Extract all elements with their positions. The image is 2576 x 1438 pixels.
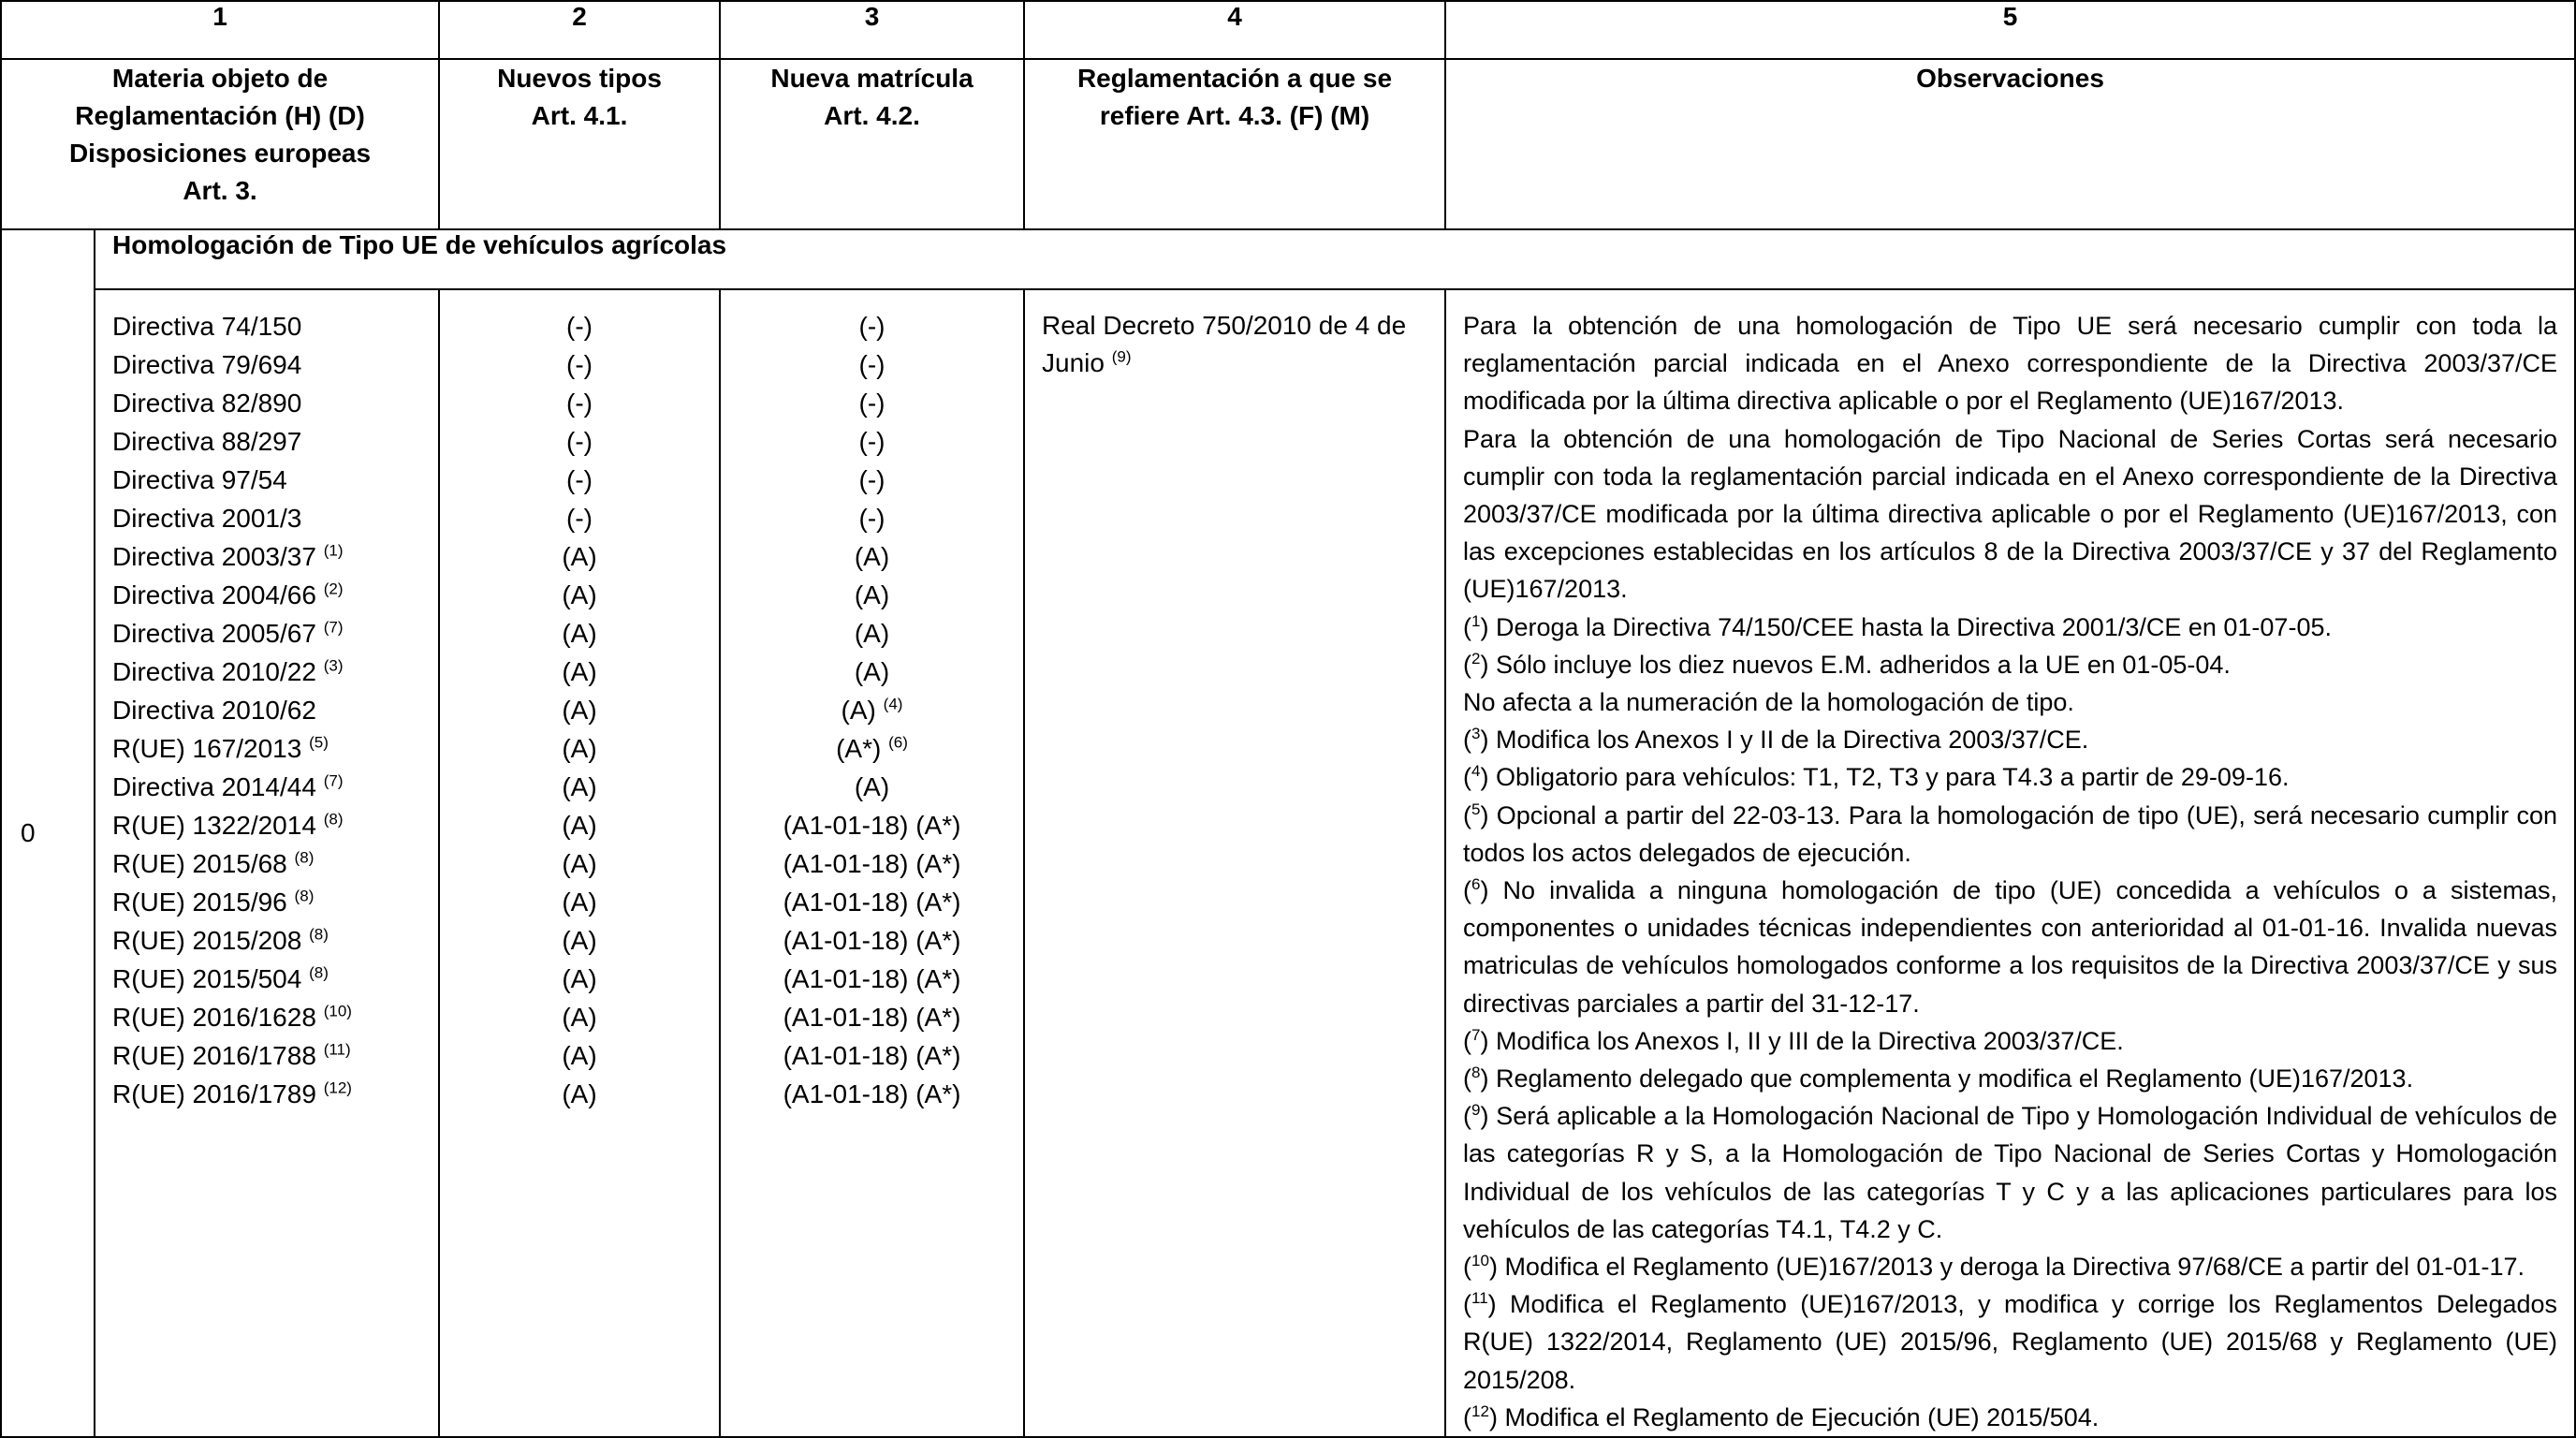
nueva-matricula-item <box>721 461 1023 499</box>
nuevos-tipos-list <box>439 289 720 1437</box>
nuevos-tipos-value: (A) <box>562 619 597 648</box>
nueva-matricula-value: (A) <box>854 657 890 686</box>
footnote-number: 7 <box>1471 1025 1481 1044</box>
footnote-number: 5 <box>1471 800 1481 818</box>
nueva-matricula-item <box>721 998 1023 1036</box>
observation-paragraph: ($^{11}$) Modifica el Reglamento (UE)167/2013, y modifica y corrige los Reglamentos Delegados R(UE) 1322/2014, Reglamento (UE) 2015/96, Reglamento (UE) 2015/68 y Reglamento (UE) 2015/208. <box>1463 1289 2558 1394</box>
nuevos-tipos-value: (A) <box>562 964 597 993</box>
footnote-number: 3 <box>1471 725 1481 743</box>
footnote-ref: (8) <box>309 925 329 944</box>
nueva-matricula-item <box>721 1075 1023 1113</box>
nueva-matricula-item <box>721 614 1023 653</box>
section-row <box>1 229 2575 289</box>
footnote-ref: (11) <box>323 1040 351 1059</box>
regulation-item <box>112 1036 438 1075</box>
nueva-matricula-value: (A) <box>841 696 876 725</box>
regulation-item <box>112 537 438 576</box>
nueva-matricula-value: (A1-01-18) (A*) <box>783 888 961 917</box>
observation-paragraph: ($^{10}$) Modifica el Reglamento (UE)167/2013 y deroga la Directiva 97/68/CE a partir del 01-01-17. <box>1463 1252 2525 1282</box>
regulation-item <box>112 806 438 844</box>
regulation-name: R(UE) 1322/2014 <box>112 811 316 840</box>
regulation-name: Directiva 74/150 <box>112 312 302 341</box>
footnote-number: 7 <box>329 771 338 790</box>
nuevos-tipos-value: (A) <box>562 926 597 955</box>
header-nuevos-tipos: Nuevos tipos Art. 4.1. <box>439 59 720 229</box>
footnote-number: 1 <box>1471 611 1481 630</box>
footnote-number: 5 <box>314 733 324 752</box>
regulation-name: R(UE) 2016/1628 <box>112 1003 316 1032</box>
observation-text: Para la obtención de una homologación de Tipo UE será necesario cumplir con toda la reglamentación parcial indicada en el Anexo correspondiente de la Directiva 2003/37/CE modificada por la última directiva aplicable o por el Reglamento (UE)167/2013. <box>1463 312 2558 416</box>
nueva-matricula-value: (-) <box>858 312 886 341</box>
observation-paragraph <box>1463 307 2557 420</box>
footnote-number: 8 <box>300 848 309 867</box>
nuevos-tipos-value: (A) <box>562 849 597 878</box>
header-nueva-matricula: Nueva matrícula Art. 4.2. <box>720 59 1024 229</box>
footnote-ref: (3) <box>323 656 344 675</box>
reglamentacion-note: 9 <box>1117 347 1126 366</box>
nuevos-tipos-value: (-) <box>566 465 593 494</box>
reglamentacion-cell: Real Decreto 750/2010 de 4 de Junio $^{(9)}$ <box>1024 289 1445 1437</box>
footnote-ref: (6) <box>888 733 908 752</box>
footnote-ref: (5) <box>309 733 329 752</box>
observation-text: Modifica los Anexos I, II y III de la Directiva 2003/37/CE. <box>1495 1026 2124 1055</box>
observation-text: Para la obtención de una homologación de Tipo Nacional de Series Cortas será necesario cumplir con toda la reglamentación parcial indicada en el Anexo correspondiente de la Directiva 2003/37/CE modificada por la última directiva aplicable o por el Reglamento (UE)167/2013, con las excepciones establecidas en los artículos 8 de la Directiva 2003/37/CE y 37 del Reglamento (UE)167/2013. <box>1463 424 2558 604</box>
nueva-matricula-item <box>721 653 1023 691</box>
footnote-ref: (8) <box>309 963 329 982</box>
regulation-item <box>112 921 438 960</box>
nuevos-tipos-value: (-) <box>566 312 593 341</box>
observation-text: No afecta a la numeración de la homologación de tipo. <box>1463 688 2074 717</box>
nueva-matricula-value: (-) <box>858 465 886 494</box>
nueva-matricula-item <box>721 422 1023 461</box>
regulation-name: Directiva 82/890 <box>112 389 302 418</box>
footnote-number: 12 <box>1471 1401 1489 1420</box>
observation-text: Deroga la Directiva 74/150/CEE hasta la Directiva 2001/3/CE en 01-07-05. <box>1495 612 2332 641</box>
footnote-number: 11 <box>1471 1289 1488 1308</box>
nuevos-tipos-value: (-) <box>566 350 593 379</box>
regulation-item <box>112 883 438 921</box>
observation-paragraph: ($^1$) Deroga la Directiva 74/150/CEE hasta la Directiva 2001/3/CE en 01-07-05. <box>1463 611 2332 641</box>
observation-text: Modifica el Reglamento (UE)167/2013 y deroga la Directiva 97/68/CE a partir del 01-01-17. <box>1504 1253 2525 1282</box>
observation-paragraph: ($^{12}$) Modifica el Reglamento de Ejecución (UE) 2015/504. <box>1463 1401 2100 1431</box>
nueva-matricula-value: (A1-01-18) (A*) <box>783 964 961 993</box>
footnote-number: 8 <box>1471 1064 1481 1082</box>
nuevos-tipos-value: (A) <box>562 772 597 801</box>
regulation-item <box>112 422 438 461</box>
content-row <box>1 289 2575 1437</box>
regulation-item <box>112 844 438 883</box>
nueva-matricula-value: (A1-01-18) (A*) <box>783 1041 961 1070</box>
regulation-item <box>112 1075 438 1113</box>
header-row <box>1 59 2575 229</box>
column-number-row <box>1 1 2575 59</box>
nueva-matricula-item <box>721 576 1023 614</box>
column-number-1: 1 <box>1 1 439 59</box>
observaciones-cell <box>1445 289 2575 1437</box>
nueva-matricula-item <box>721 768 1023 806</box>
footnote-number: 1 <box>329 541 338 560</box>
nueva-matricula-value: (-) <box>858 427 886 456</box>
regulation-name: R(UE) 2015/504 <box>112 964 302 993</box>
footnote-ref: (2) <box>323 580 344 598</box>
regulation-item <box>112 307 438 345</box>
regulation-name: Directiva 2001/3 <box>112 504 302 533</box>
footnote-number: 4 <box>888 695 898 713</box>
nueva-matricula-item <box>721 384 1023 422</box>
observation-text: Será aplicable a la Homologación Nacional de Tipo y Homologación Individual de vehículos de las categorías R y S, a la Homologación de Tipo Nacional de Series Cortas y Homologación Individual de los vehículos de las categorías T y C y a las aplicaciones particulares para los vehículos de las categorías T4.1, T4.2 y C. <box>1463 1102 2558 1243</box>
footnote-number: 4 <box>1471 762 1481 781</box>
footnote-number: 2 <box>329 580 338 598</box>
footnote-ref: (7) <box>323 618 344 637</box>
nueva-matricula-item <box>721 806 1023 844</box>
footnote-number: 8 <box>314 963 324 982</box>
regulation-name: R(UE) 2015/68 <box>112 849 287 878</box>
observation-text: Modifica el Reglamento (UE)167/2013, y modifica y corrige los Reglamentos Delegados R(UE) 1322/2014, Reglamento (UE) 2015/96, Reglamento (UE) 2015/68 y Reglamento (UE) 2015/208. <box>1463 1290 2558 1394</box>
nueva-matricula-item <box>721 921 1023 960</box>
regulation-list <box>95 289 439 1437</box>
footnote-ref: (8) <box>294 848 315 867</box>
regulation-item <box>112 998 438 1036</box>
regulation-item <box>112 653 438 691</box>
footnote-number: 10 <box>1471 1252 1489 1270</box>
observation-text: Opcional a partir del 22-03-13. Para la homologación de tipo (UE), será necesario cumplir con todos los actos delegados de ejecución. <box>1463 800 2558 867</box>
regulation-item <box>112 576 438 614</box>
nueva-matricula-item <box>721 883 1023 921</box>
observation-paragraph: ($^6$) No invalida a ninguna homologación de tipo (UE) concedida a vehículos o a sistemas, componentes o unidades técnicas independientes con anterioridad al 01-01-16. Invalida nuevas matriculas de vehículos homologados conforme a los requisitos de la Directiva 2003/37/CE y sus directivas parciales a partir del 31-12-17. <box>1463 875 2558 1018</box>
nuevos-tipos-value: (A) <box>562 1003 597 1032</box>
nueva-matricula-value: (A*) <box>836 734 882 763</box>
footnote-number: 10 <box>329 1002 347 1020</box>
nuevos-tipos-value: (-) <box>566 427 593 456</box>
regulation-name: Directiva 2005/67 <box>112 619 316 648</box>
observation-text: Reglamento delegado que complementa y modifica el Reglamento (UE)167/2013. <box>1495 1064 2414 1093</box>
nuevos-tipos-value: (A) <box>562 734 597 763</box>
nueva-matricula-value: (A) <box>854 542 890 571</box>
regulation-name: Directiva 2004/66 <box>112 580 316 609</box>
regulation-name: Directiva 2010/62 <box>112 696 316 725</box>
nueva-matricula-item <box>721 307 1023 345</box>
nuevos-tipos-value: (A) <box>562 580 597 609</box>
regulation-item <box>112 614 438 653</box>
observation-paragraph: ($^3$) Modifica los Anexos I y II de la Directiva 2003/37/CE. <box>1463 725 2089 755</box>
regulation-item <box>112 499 438 537</box>
footnote-number: 7 <box>329 618 338 637</box>
footnote-number: 2 <box>1471 649 1481 668</box>
regulation-name: Directiva 2014/44 <box>112 772 316 801</box>
footnote-number: 8 <box>300 887 309 905</box>
observation-paragraph: ($^5$) Opcional a partir del 22-03-13. Para la homologación de tipo (UE), será necesario cumplir con todos los actos delegados de ejecución. <box>1463 800 2558 867</box>
regulation-item <box>112 960 438 998</box>
regulation-item <box>112 461 438 499</box>
regulation-name: R(UE) 2015/96 <box>112 888 287 917</box>
observation-paragraph: ($^7$) Modifica los Anexos I, II y III de la Directiva 2003/37/CE. <box>1463 1025 2124 1055</box>
nueva-matricula-list <box>720 289 1024 1437</box>
nueva-matricula-value: (A) <box>854 772 890 801</box>
observation-text: No invalida a ninguna homologación de tipo (UE) concedida a vehículos o a sistemas, componentes o unidades técnicas independientes con anterioridad al 01-01-16. Invalida nuevas matriculas de vehículos homologados conforme a los requisitos de la Directiva 2003/37/CE y sus directivas parciales a partir del 31-12-17. <box>1463 876 2558 1018</box>
observation-paragraph: ($^4$) Obligatorio para vehículos: T1, T2, T3 y para T4.3 a partir de 29-09-16. <box>1463 762 2290 792</box>
regulation-name: Directiva 88/297 <box>112 427 302 456</box>
footnote-ref: (8) <box>294 887 315 905</box>
observation-paragraph <box>1463 683 2557 721</box>
header-observaciones: Observaciones <box>1445 59 2575 229</box>
footnote-number: 3 <box>329 656 338 675</box>
nueva-matricula-value: (A1-01-18) (A*) <box>783 1079 961 1108</box>
observation-text: Obligatorio para vehículos: T1, T2, T3 y para T4.3 a partir de 29-09-16. <box>1495 763 2290 792</box>
nueva-matricula-value: (A) <box>854 580 890 609</box>
regulation-item <box>112 345 438 384</box>
nuevos-tipos-value: (A) <box>562 542 597 571</box>
regulation-name: Directiva 79/694 <box>112 350 302 379</box>
observation-text: Modifica los Anexos I y II de la Directiva 2003/37/CE. <box>1495 726 2089 755</box>
footnote-number: 12 <box>329 1078 347 1097</box>
observation-paragraph: ($^8$) Reglamento delegado que complementa y modifica el Reglamento (UE)167/2013. <box>1463 1064 2414 1093</box>
nueva-matricula-value: (A) <box>854 619 890 648</box>
footnote-number: 6 <box>1471 875 1481 894</box>
footnote-ref: (12) <box>323 1078 352 1097</box>
nueva-matricula-item <box>721 960 1023 998</box>
nuevos-tipos-value: (A) <box>562 888 597 917</box>
footnote-number: 11 <box>329 1040 346 1059</box>
regulation-name: Directiva 2010/22 <box>112 657 316 686</box>
nuevos-tipos-value: (-) <box>566 389 593 418</box>
nueva-matricula-item <box>721 1036 1023 1075</box>
regulation-item <box>112 729 438 768</box>
nueva-matricula-value: (A1-01-18) (A*) <box>783 811 961 840</box>
observation-paragraph: ($^2$) Sólo incluye los diez nuevos E.M. adheridos a la UE en 01-05-04. <box>1463 649 2231 679</box>
column-number-4: 4 <box>1024 1 1445 59</box>
footnote-number: 6 <box>893 733 903 752</box>
row-number: 0 <box>1 229 95 1437</box>
nuevos-tipos-value: (-) <box>566 504 593 533</box>
nueva-matricula-value: (-) <box>858 504 886 533</box>
column-number-5: 5 <box>1445 1 2575 59</box>
regulation-name: Directiva 97/54 <box>112 465 287 494</box>
footnote-number: 8 <box>329 810 338 829</box>
observation-paragraph <box>1463 420 2557 609</box>
regulation-item <box>112 384 438 422</box>
regulation-name: R(UE) 2016/1788 <box>112 1041 316 1070</box>
nuevos-tipos-value: (A) <box>562 811 597 840</box>
footnote-ref: (1) <box>323 541 344 560</box>
footnote-ref: (10) <box>323 1002 352 1020</box>
nueva-matricula-item <box>721 844 1023 883</box>
regulation-item <box>112 691 438 729</box>
nueva-matricula-item <box>721 499 1023 537</box>
nuevos-tipos-value: (A) <box>562 1041 597 1070</box>
footnote-ref: (7) <box>323 771 344 790</box>
nueva-matricula-item <box>721 345 1023 384</box>
nueva-matricula-item <box>721 729 1023 768</box>
regulation-name: R(UE) 167/2013 <box>112 734 302 763</box>
footnote-number: 8 <box>314 925 324 944</box>
nuevos-tipos-value: (A) <box>562 696 597 725</box>
column-number-3: 3 <box>720 1 1024 59</box>
header-materia: Materia objeto de Reglamentación (H) (D) Disposiciones europeas Art. 3. <box>1 59 439 229</box>
nueva-matricula-item <box>721 691 1023 729</box>
regulation-name: R(UE) 2016/1789 <box>112 1079 316 1108</box>
section-title: Homologación de Tipo UE de vehículos agrícolas <box>95 229 2575 289</box>
nueva-matricula-value: (-) <box>858 389 886 418</box>
nueva-matricula-value: (A1-01-18) (A*) <box>783 849 961 878</box>
header-reglamentacion: Reglamentación a que se refiere Art. 4.3. (F) (M) <box>1024 59 1445 229</box>
regulation-item <box>112 768 438 806</box>
nueva-matricula-value: (-) <box>858 350 886 379</box>
nueva-matricula-value: (A1-01-18) (A*) <box>783 926 961 955</box>
nueva-matricula-item <box>721 537 1023 576</box>
observation-paragraph: ($^9$) Será aplicable a la Homologación Nacional de Tipo y Homologación Individual de vehículos de las categorías R y S, a la Homologación de Tipo Nacional de Series Cortas y Homologación Individual de los vehículos de las categorías T y C y a las aplicaciones particulares para los vehículos de las categorías T4.1, T4.2 y C. <box>1463 1101 2558 1243</box>
observation-text: Sólo incluye los diez nuevos E.M. adheridos a la UE en 01-05-04. <box>1495 650 2231 679</box>
nuevos-tipos-value: (A) <box>562 1079 597 1108</box>
regulation-name: Directiva 2003/37 <box>112 542 316 571</box>
footnote-ref: (8) <box>323 810 344 829</box>
reglamentacion-text: Real Decreto 750/2010 de 4 de Junio <box>1042 311 1407 377</box>
nuevos-tipos-value: (A) <box>562 657 597 686</box>
column-number-2: 2 <box>439 1 720 59</box>
footnote-number: 9 <box>1471 1101 1481 1120</box>
footnote-ref: (4) <box>883 695 903 713</box>
observation-text: Modifica el Reglamento de Ejecución (UE) 2015/504. <box>1504 1402 2100 1431</box>
nueva-matricula-value: (A1-01-18) (A*) <box>783 1003 961 1032</box>
regulation-name: R(UE) 2015/208 <box>112 926 302 955</box>
